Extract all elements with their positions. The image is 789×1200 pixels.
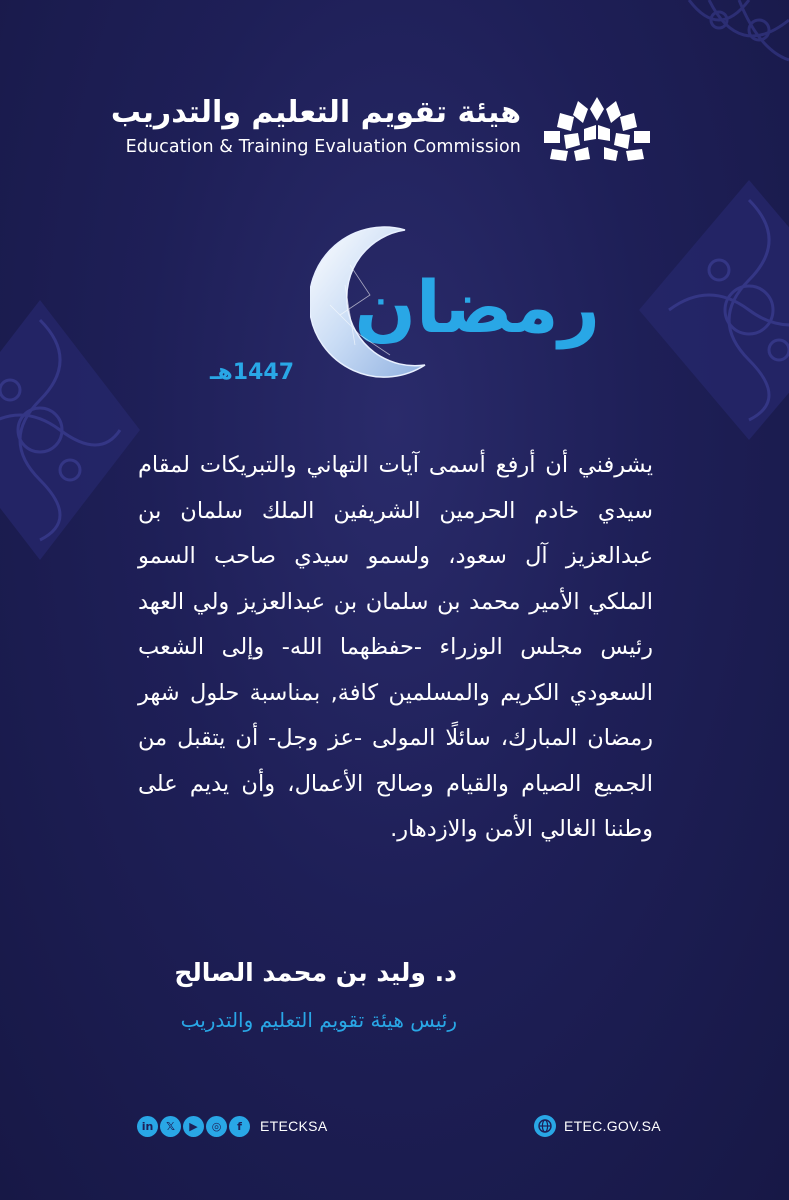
youtube-icon[interactable]: ▶ [183, 1116, 204, 1137]
organization-name-english: Education & Training Evaluation Commission [125, 137, 521, 157]
left-pattern-decoration [0, 300, 140, 560]
globe-icon [534, 1115, 556, 1137]
facebook-icon[interactable]: f [229, 1116, 250, 1137]
greeting-message: يشرفني أن أرفع أسمى آيات التهاني والتبريكات لمقام سيدي خادم الحرمين الشريفين الملك سلمان بن عبدالعزيز آل سعود، ولسمو سيدي صاحب السمو الملكي الأمير محمد بن سلمان بن عبدالعزيز ولي العهد رئيس مجلس الوزراء -حفظهما الله- وإلى الشعب السعودي الكريم والمسلمين كافة, بمناسبة حلول شهر رمضان المبارك، سائلًا المولى -عز وجل- أن يتقبل من الجميع الصيام والقيام وصالح الأعمال، وأن يديم على وطننا الغالي الأمن والازدهار. [138, 452, 653, 842]
x-icon[interactable]: 𝕏 [160, 1116, 181, 1137]
ramadan-title [180, 225, 610, 400]
ramadan-word: رمضان [354, 265, 600, 349]
signatory-position: رئيس هيئة تقويم التعليم والتدريب [180, 1008, 457, 1032]
linkedin-icon[interactable]: in [137, 1116, 158, 1137]
right-pattern-decoration [639, 180, 789, 440]
website-link[interactable] [534, 1114, 661, 1138]
hijri-year: 1447هـ [210, 360, 295, 385]
instagram-icon[interactable]: ◎ [206, 1116, 227, 1137]
etec-logo-icon [538, 95, 656, 163]
corner-pattern-decoration [649, 0, 789, 110]
crescent-moon-icon [310, 225, 430, 385]
website-url[interactable]: ETEC.GOV.SA [564, 1118, 661, 1134]
social-links [137, 1114, 327, 1138]
signatory-name: د. وليد بن محمد الصالح [174, 958, 457, 987]
social-handle[interactable]: ETECKSA [260, 1118, 328, 1134]
organization-name-arabic: هيئة تقويم التعليم والتدريب [110, 95, 521, 130]
header-logo [0, 95, 789, 165]
